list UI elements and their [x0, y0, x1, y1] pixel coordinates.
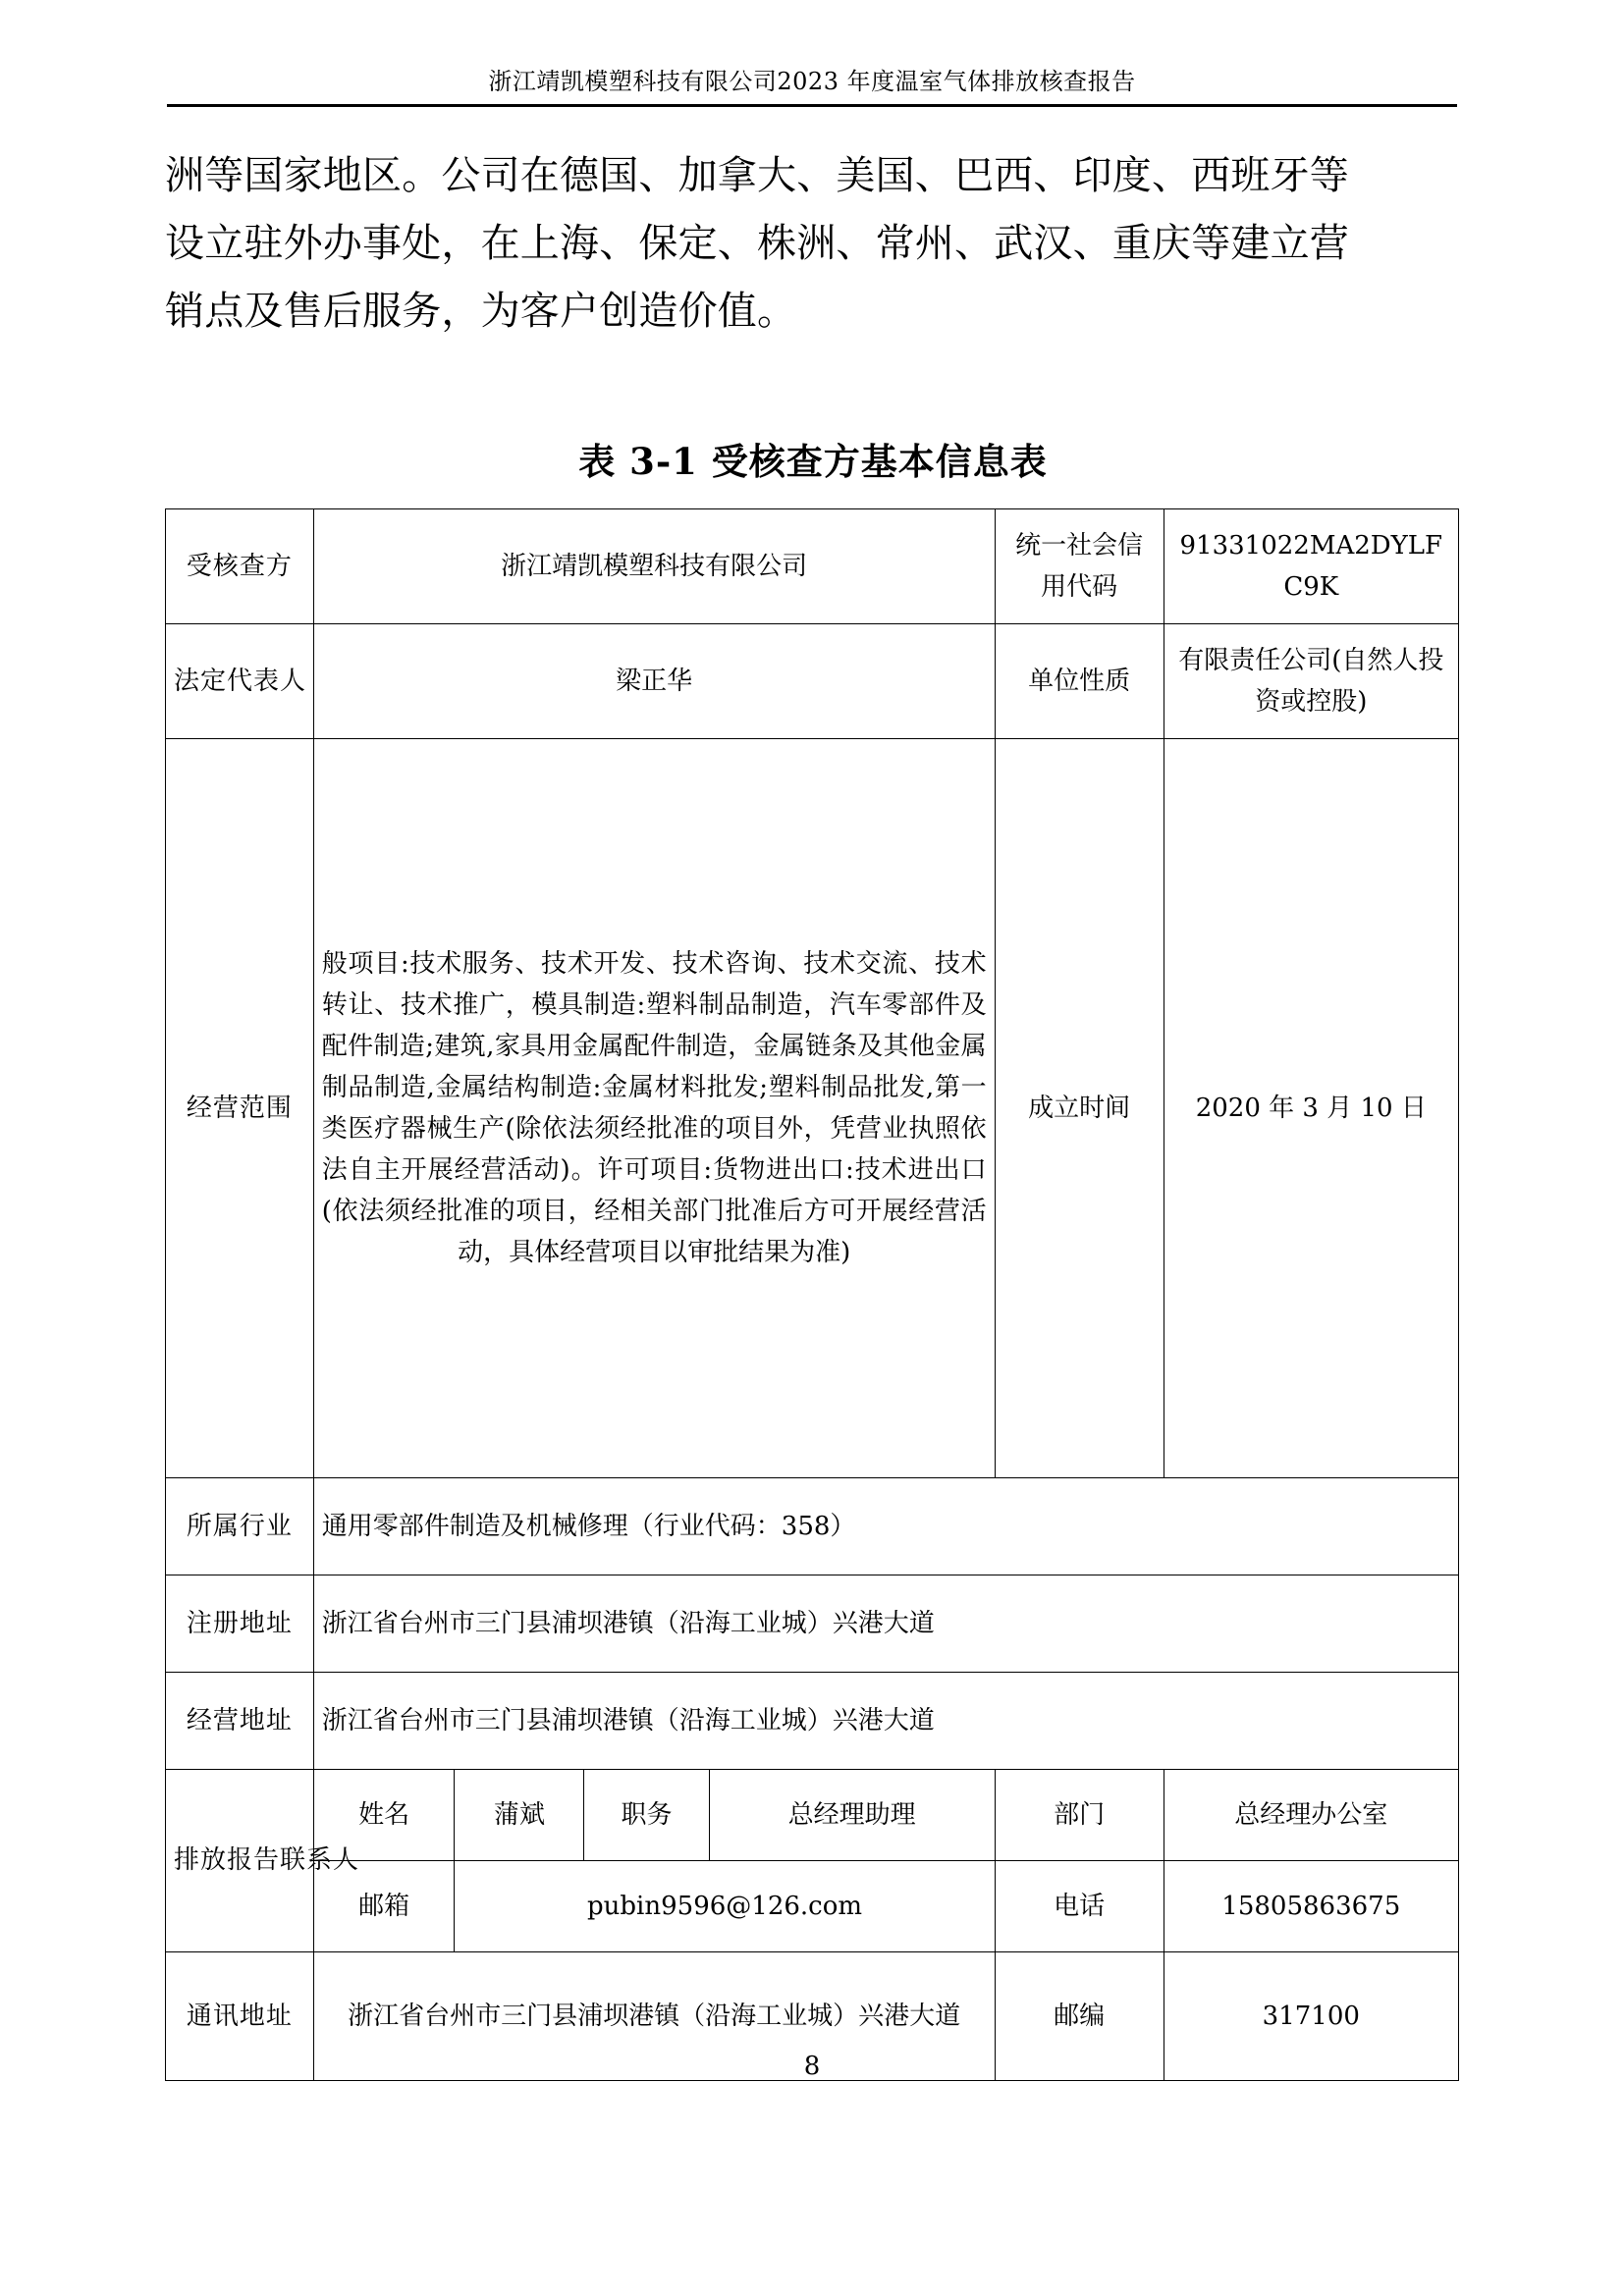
- table-row: [166, 1478, 1459, 1575]
- establish-date-label: 成立时间: [995, 739, 1164, 1478]
- body-line: 洲等国家地区。公司在德国、加拿大、美国、巴西、印度、西班牙等: [165, 153, 1349, 198]
- table-row: [166, 739, 1459, 1478]
- page-number: 8: [803, 2052, 821, 2081]
- mail-address-value: 浙江省台州市三门县浦坝港镇（沿海工业城）兴港大道: [313, 1952, 995, 2081]
- biz-address-value: 浙江省台州市三门县浦坝港镇（沿海工业城）兴港大道: [313, 1673, 1458, 1770]
- reg-address-label: 注册地址: [166, 1575, 314, 1673]
- postcode-value: 317100: [1164, 1952, 1458, 2081]
- contact-label-line1: 排放报告联系人: [174, 1845, 360, 1876]
- header-rule: [167, 104, 1457, 107]
- table-caption: 表 3-1 受核查方基本信息表: [578, 440, 1048, 483]
- industry-value: 通用零部件制造及机械修理（行业代码：358）: [313, 1478, 1458, 1575]
- contact-email-value: pubin9596@126.com: [455, 1861, 995, 1952]
- contact-dept-value: 总经理办公室: [1164, 1770, 1458, 1861]
- legal-rep-value: 梁正华: [313, 624, 995, 739]
- reg-address-value: 浙江省台州市三门县浦坝港镇（沿海工业城）兴港大道: [313, 1575, 1458, 1673]
- body-paragraph: [165, 142, 1461, 346]
- running-header-title: 浙江靖凯模塑科技有限公司2023 年度温室气体排放核查报告: [488, 68, 1136, 95]
- table-row: [166, 1770, 1459, 1861]
- table-row: [166, 1673, 1459, 1770]
- business-scope-label: 经营范围: [166, 739, 314, 1478]
- contact-title-label: 职务: [584, 1770, 709, 1861]
- biz-address-label: 经营地址: [166, 1673, 314, 1770]
- body-line: 设立驻外办事处，在上海、保定、株洲、常州、武汉、重庆等建立营: [165, 221, 1349, 266]
- entity-type-label: 单位性质: [995, 624, 1164, 739]
- audited-party-value: 浙江靖凯模塑科技有限公司: [313, 509, 995, 624]
- contact-name-label: 姓名: [313, 1770, 455, 1861]
- contact-email-label: 邮箱: [313, 1861, 455, 1952]
- entity-type-value: 有限责任公司(自然人投资或控股): [1164, 624, 1458, 739]
- table-row: [166, 509, 1459, 624]
- usc-code-label: 统一社会信用代码: [995, 509, 1164, 624]
- contact-dept-label: 部门: [995, 1770, 1164, 1861]
- body-line: 销点及售后服务，为客户创造价值。: [165, 289, 797, 334]
- business-scope-value: 般项目:技术服务、技术开发、技术咨询、技术交流、技术转让、技术推广，模具制造:塑料制品制造，汽车零部件及配件制造;建筑,家具用金属配件制造，金属链条及其他金属制品制造,金属结构制造:金属材料批发;塑料制品批发,第一类医疗器械生产(除依法须经批准的项目外，凭营业执照依法自主开展经营活动)。许可项目:货物进出口:技术进出口(依法须经批准的项目，经相关部门批准后方可开展经营活动，具体经营项目以审批结果为准): [313, 739, 995, 1478]
- audited-party-label: 受核查方: [166, 509, 314, 624]
- mail-address-label: 通讯地址: [166, 1952, 314, 2081]
- contact-label: [166, 1770, 360, 1952]
- usc-code-value: 91331022MA2DYLFC9K: [1164, 509, 1458, 624]
- postcode-label: 邮编: [995, 1952, 1164, 2081]
- contact-name-value: 蒲斌: [455, 1770, 584, 1861]
- running-header: [167, 67, 1457, 107]
- establish-date-value: 2020 年 3 月 10 日: [1164, 739, 1458, 1478]
- legal-rep-label: 法定代表人: [166, 624, 314, 739]
- table-row: [166, 1575, 1459, 1673]
- contact-phone-label: 电话: [995, 1861, 1164, 1952]
- table-row: [166, 624, 1459, 739]
- table-row: [166, 1861, 1459, 1952]
- contact-title-value: 总经理助理: [709, 1770, 995, 1861]
- basic-information-table: [165, 508, 1459, 2081]
- industry-label: 所属行业: [166, 1478, 314, 1575]
- contact-phone-value: 15805863675: [1164, 1861, 1458, 1952]
